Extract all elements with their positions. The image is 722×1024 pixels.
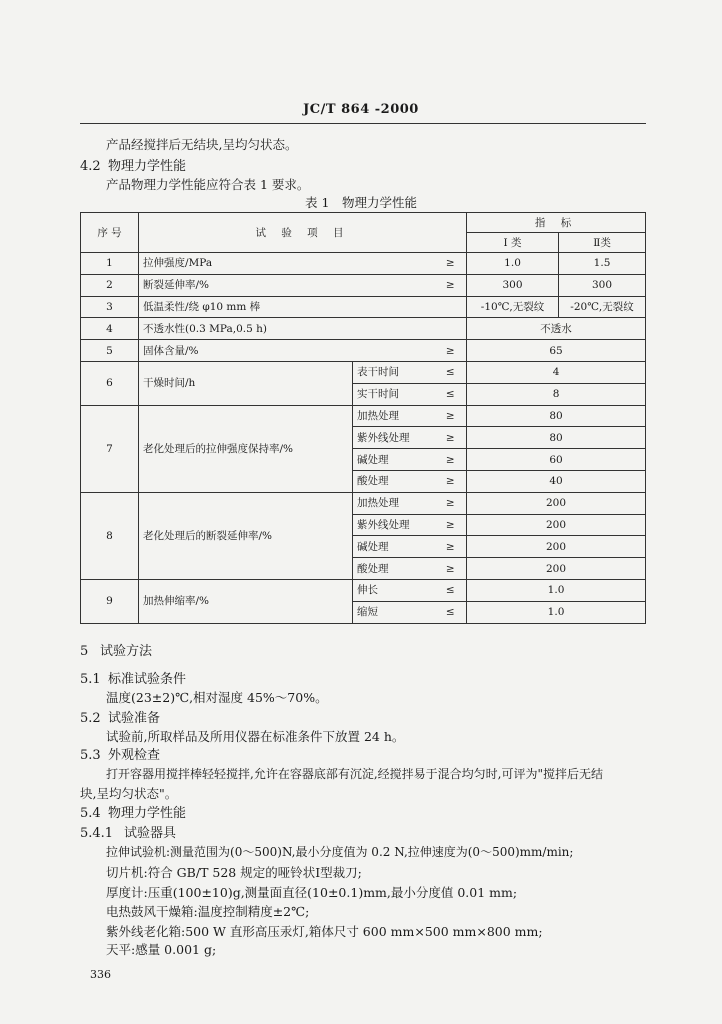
sub-item: 伸长	[353, 579, 435, 601]
apparatus-line: 厚度计:压重(100±10)g,测量面直径(10±0.1)mm,最小分度值 0.01 mm;	[106, 885, 518, 900]
value-merged: 不透水	[467, 318, 646, 340]
comparison-sign: ≥	[435, 514, 467, 536]
header-class-1: I 类	[467, 233, 559, 253]
header-index: 指 标	[467, 213, 646, 233]
table-row	[81, 274, 646, 296]
sub-item: 加热处理	[353, 492, 435, 514]
comparison-sign: ≥	[435, 449, 467, 471]
row-no: 3	[81, 296, 139, 318]
row-item: 加热伸缩率/%	[139, 579, 353, 623]
document-header: JC/T 864 -2000	[303, 102, 419, 117]
apparatus-line: 切片机:符合 GB/T 528 规定的哑铃状Ⅰ型裁刀;	[106, 865, 362, 880]
table-row	[81, 340, 646, 362]
section-5-4-heading	[80, 802, 186, 821]
row-no: 2	[81, 274, 139, 296]
sub-item: 紫外线处理	[353, 427, 435, 449]
section-4-2-text: 产品物理力学性能应符合表 1 要求。	[106, 177, 310, 192]
section-title: 试验方法	[100, 644, 153, 659]
value-class-2: 1.5	[559, 253, 646, 275]
apparatus-line: 电热鼓风干燥箱:温度控制精度±2℃;	[106, 904, 310, 919]
sub-item: 表干时间	[353, 361, 435, 383]
section-number: 5.2	[80, 711, 101, 726]
comparison-sign: ≥	[435, 427, 467, 449]
value-merged: 60	[467, 449, 646, 471]
value-class-1: 1.0	[467, 253, 559, 275]
value-class-2: -20℃,无裂纹	[559, 296, 646, 318]
table-row	[81, 318, 646, 340]
row-no: 4	[81, 318, 139, 340]
section-title: 试验器具	[124, 826, 177, 841]
value-merged: 200	[467, 536, 646, 558]
comparison-sign: ≤	[435, 579, 467, 601]
comparison-sign: ≥	[435, 470, 467, 492]
row-item: 老化处理后的拉伸强度保持率/%	[139, 405, 353, 492]
section-title: 标准试验条件	[108, 672, 187, 687]
section-number: 5.4.1	[80, 826, 114, 841]
section-title: 物理力学性能	[108, 159, 187, 174]
sub-item: 酸处理	[353, 470, 435, 492]
section-number: 5.1	[80, 672, 101, 687]
section-4-2-heading	[80, 155, 186, 174]
value-merged: 65	[467, 340, 646, 362]
section-number: 5.3	[80, 748, 101, 763]
row-no: 6	[81, 361, 139, 405]
section-5-3-text: 打开容器用搅拌棒轻轻搅拌,允许在容器底部有沉淀,经搅拌易于混合均匀时,可评为"搅拌后无结	[106, 767, 603, 781]
value-class-1: 300	[467, 274, 559, 296]
apparatus-line: 天平:感量 0.001 g;	[106, 942, 217, 957]
sub-item: 紫外线处理	[353, 514, 435, 536]
section-5-heading	[80, 640, 152, 659]
row-no: 9	[81, 579, 139, 623]
table-row	[81, 405, 646, 427]
sub-item: 加热处理	[353, 405, 435, 427]
comparison-sign: ≤	[435, 383, 467, 405]
row-item: 老化处理后的断裂延伸率/%	[139, 492, 353, 579]
section-5-1-text: 温度(23±2)℃,相对湿度 45%～70%。	[106, 690, 328, 705]
header-no: 序 号	[81, 213, 139, 253]
section-5-4-1-heading	[80, 822, 176, 841]
section-number: 5.4	[80, 806, 101, 821]
apparatus-line: 拉伸试验机:测量范围为(0～500)N,最小分度值为 0.2 N,拉伸速度为(0～500)mm/min;	[106, 845, 574, 859]
value-class-2: 300	[559, 274, 646, 296]
comparison-sign: ≥	[435, 253, 467, 275]
section-5-3-text-cont: 块,呈均匀状态"。	[80, 786, 178, 801]
row-no: 8	[81, 492, 139, 579]
table-row	[81, 579, 646, 601]
comparison-sign: ≥	[435, 536, 467, 558]
row-item: 断裂延伸率/%	[139, 274, 435, 296]
section-5-2-text: 试验前,所取样品及所用仪器在标准条件下放置 24 h。	[106, 729, 405, 744]
section-title: 试验准备	[108, 711, 161, 726]
sub-item: 碱处理	[353, 536, 435, 558]
value-merged: 80	[467, 427, 646, 449]
comparison-sign: ≥	[435, 405, 467, 427]
page-number: 336	[90, 968, 111, 981]
intro-line: 产品经搅拌后无结块,呈均匀状态。	[106, 137, 298, 152]
sub-item: 缩短	[353, 601, 435, 623]
value-merged: 1.0	[467, 579, 646, 601]
value-merged: 40	[467, 470, 646, 492]
value-merged: 80	[467, 405, 646, 427]
section-5-2-heading	[80, 707, 160, 726]
row-no: 1	[81, 253, 139, 275]
value-merged: 4	[467, 361, 646, 383]
value-merged: 8	[467, 383, 646, 405]
comparison-sign: ≤	[435, 361, 467, 383]
row-item: 拉伸强度/MPa	[139, 253, 435, 275]
comparison-sign: ≥	[435, 558, 467, 580]
comparison-sign: ≥	[435, 274, 467, 296]
sub-item: 碱处理	[353, 449, 435, 471]
table-row	[81, 296, 646, 318]
section-number: 5	[80, 644, 89, 659]
row-item: 干燥时间/h	[139, 361, 353, 405]
row-item: 不透水性(0.3 MPa,0.5 h)	[139, 318, 467, 340]
row-item: 固体含量/%	[139, 340, 435, 362]
header-class-2: Ⅱ类	[559, 233, 646, 253]
sub-item: 酸处理	[353, 558, 435, 580]
section-title: 物理力学性能	[108, 806, 187, 821]
comparison-sign: ≤	[435, 601, 467, 623]
value-merged: 1.0	[467, 601, 646, 623]
comparison-sign: ≥	[435, 492, 467, 514]
value-merged: 200	[467, 558, 646, 580]
value-merged: 200	[467, 492, 646, 514]
sub-item: 实干时间	[353, 383, 435, 405]
table-caption: 表 1 物理力学性能	[305, 195, 417, 210]
section-5-3-heading	[80, 744, 160, 763]
apparatus-line: 紫外线老化箱:500 W 直形高压汞灯,箱体尺寸 600 mm×500 mm×800 mm;	[106, 924, 543, 939]
table-row	[81, 361, 646, 383]
section-title: 外观检查	[108, 748, 161, 763]
row-no: 7	[81, 405, 139, 492]
table-row	[81, 253, 646, 275]
table-row	[81, 492, 646, 514]
properties-table	[80, 212, 646, 624]
section-number: 4.2	[80, 159, 101, 174]
value-merged: 200	[467, 514, 646, 536]
value-class-1: -10℃,无裂纹	[467, 296, 559, 318]
header-item: 试 验 项 目	[139, 213, 467, 253]
header-rule	[80, 123, 646, 124]
comparison-sign: ≥	[435, 340, 467, 362]
row-no: 5	[81, 340, 139, 362]
section-5-1-heading	[80, 668, 186, 687]
row-item: 低温柔性/绕 φ10 mm 棒	[139, 296, 467, 318]
